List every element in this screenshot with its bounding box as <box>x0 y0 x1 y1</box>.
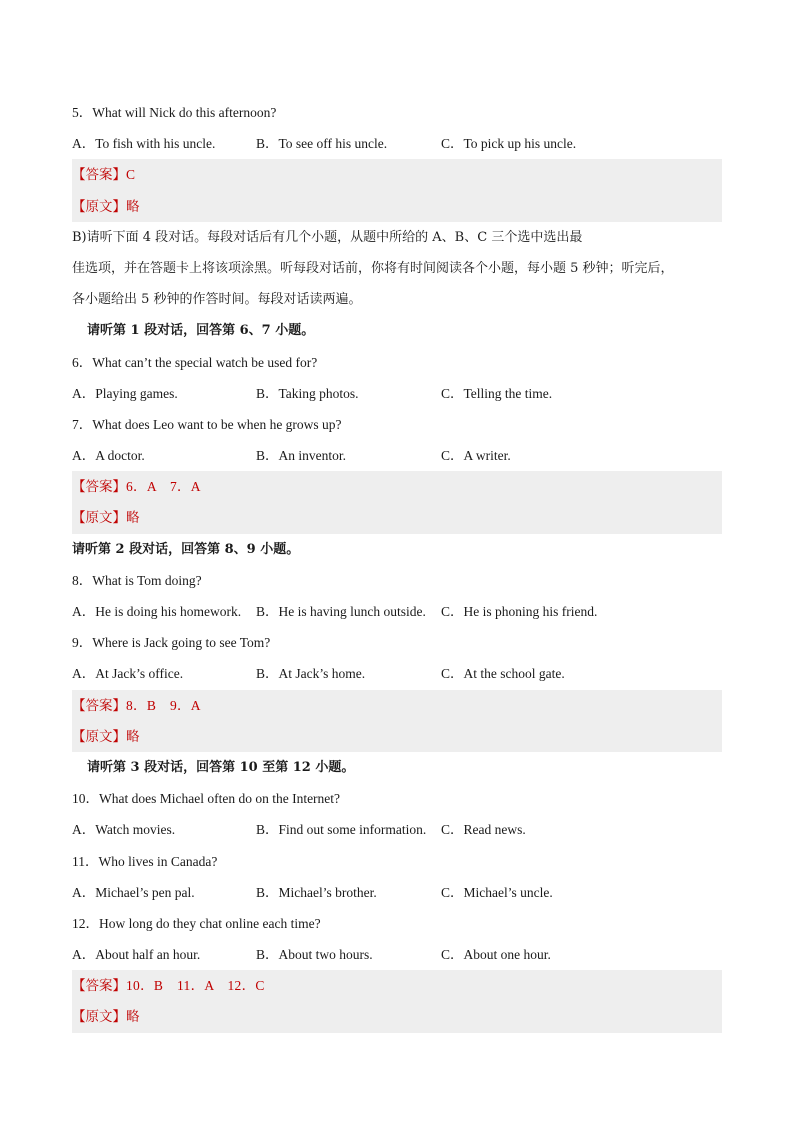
option-c: C．To pick up his uncle. <box>441 136 577 152</box>
original-text-line <box>72 1001 722 1032</box>
question-5-options <box>72 128 722 159</box>
answer-label: 【答案】 <box>72 167 126 183</box>
answer-value: 6．A 7．A <box>126 479 201 495</box>
question-11: 11．Who lives in Canada? <box>72 853 218 869</box>
option-b: B．Michael’s brother. <box>256 884 377 900</box>
question-10-options <box>72 814 722 845</box>
answer-line <box>72 471 722 502</box>
question-7-options <box>72 440 722 471</box>
original-value: 略 <box>126 728 140 744</box>
original-text-line <box>72 502 722 533</box>
dialogue-3-heading: 请听第 3 段对话，回答第 10 至第 12 小题。 <box>87 759 355 775</box>
option-b: B．Taking photos. <box>256 385 359 401</box>
section-b-line-2: 佳选项，并在答题卡上将该项涂黑。听每段对话前，你将有时间阅读各个小题，每小题 5 秒钟；听完后， <box>72 260 674 276</box>
option-a: A．To fish with his uncle. <box>72 136 216 152</box>
answer-block-5 <box>72 159 722 221</box>
answer-line <box>72 970 722 1001</box>
answer-value: 8．B 9．A <box>126 697 201 713</box>
original-label: 【原文】 <box>72 510 126 526</box>
document-page <box>72 97 722 1033</box>
original-value: 略 <box>126 1009 140 1025</box>
option-b: B．He is having lunch outside. <box>256 604 426 619</box>
answer-label: 【答案】 <box>72 978 126 994</box>
question-11-options <box>72 877 722 908</box>
answer-value: C <box>126 167 136 183</box>
option-c: C．Read news. <box>441 822 526 838</box>
option-c: C．He is phoning his friend. <box>441 604 598 619</box>
option-a: A．About half an hour. <box>72 947 201 963</box>
original-value: 略 <box>126 198 140 214</box>
option-b: B．At Jack’s home. <box>256 666 366 682</box>
question-12: 12．How long do they chat online each time? <box>72 915 321 931</box>
option-b: B．An inventor. <box>256 448 346 464</box>
question-6-options <box>72 378 722 409</box>
option-a: A．He is doing his homework. <box>72 604 242 619</box>
question-10: 10．What does Michael often do on the Internet? <box>72 791 341 807</box>
option-a: A．Michael’s pen pal. <box>72 884 195 900</box>
answer-label: 【答案】 <box>72 697 126 713</box>
question-5: 5．What will Nick do this afternoon? <box>72 105 277 120</box>
question-7: 7．What does Leo want to be when he grows up? <box>72 416 342 432</box>
option-c: C．About one hour. <box>441 947 551 963</box>
answer-block-10-12 <box>72 970 722 1032</box>
option-b: B．To see off his uncle. <box>256 136 388 152</box>
original-label: 【原文】 <box>72 1009 126 1025</box>
original-label: 【原文】 <box>72 198 126 214</box>
question-9: 9．Where is Jack going to see Tom? <box>72 635 271 651</box>
question-6: 6．What can’t the special watch be used for? <box>72 354 318 370</box>
option-b: B．About two hours. <box>256 947 373 963</box>
original-text-line <box>72 721 722 752</box>
answer-line <box>72 159 722 190</box>
option-a: A．Watch movies. <box>72 822 176 838</box>
option-a: A．Playing games. <box>72 385 178 401</box>
question-8-options <box>72 596 722 627</box>
dialogue-2-heading: 请听第 2 段对话，回答第 8、9 小题。 <box>72 541 300 557</box>
answer-block-6-7 <box>72 471 722 533</box>
option-a: A．A doctor. <box>72 448 145 464</box>
answer-block-8-9 <box>72 690 722 752</box>
option-a: A．At Jack’s office. <box>72 666 184 682</box>
answer-label: 【答案】 <box>72 479 126 495</box>
answer-line <box>72 690 722 721</box>
original-label: 【原文】 <box>72 728 126 744</box>
option-c: C．At the school gate. <box>441 666 565 682</box>
option-b: B．Find out some information. <box>256 822 427 838</box>
dialogue-1-heading: 请听第 1 段对话，回答第 6、7 小题。 <box>87 323 315 339</box>
section-b-line-3: 各小题给出 5 秒钟的作答时间。每段对话读两遍。 <box>72 292 362 308</box>
option-c: C．Telling the time. <box>441 385 553 401</box>
question-12-options <box>72 939 722 970</box>
section-b-line-1: B)请听下面 4 段对话。每段对话后有几个小题，从题中所给的 A、B、C 三个选中选出最 <box>72 229 583 245</box>
option-c: C．A writer. <box>441 448 511 464</box>
question-9-options <box>72 658 722 689</box>
original-text-line <box>72 191 722 222</box>
original-value: 略 <box>126 510 140 526</box>
option-c: C．Michael’s uncle. <box>441 884 553 900</box>
answer-value: 10．B 11．A 12．C <box>126 978 265 994</box>
question-8: 8．What is Tom doing? <box>72 572 202 588</box>
